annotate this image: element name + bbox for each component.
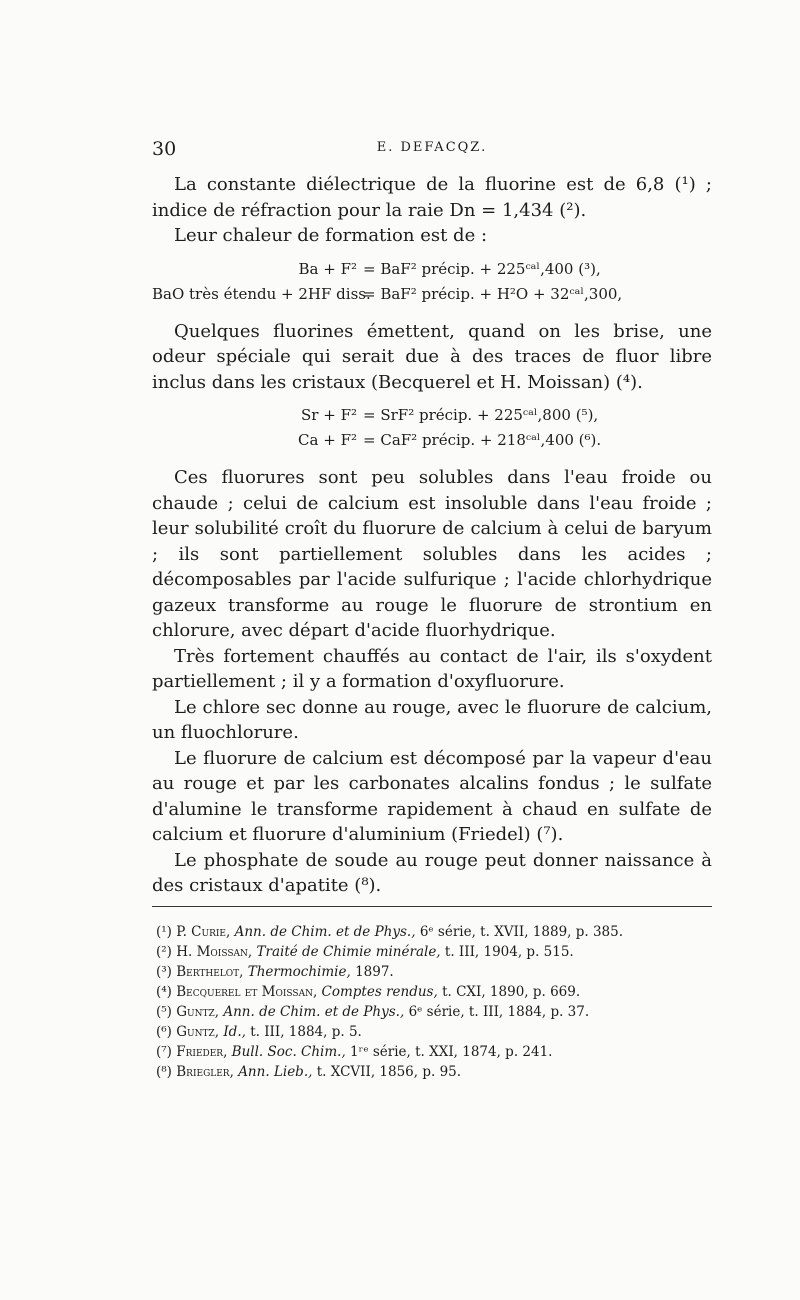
footnote-details: t. III, 1904, p. 515. bbox=[444, 944, 574, 960]
equations-barium bbox=[152, 257, 712, 307]
paragraph-heat-intro: Leur chaleur de formation est de : bbox=[174, 225, 488, 246]
footnote bbox=[156, 1002, 712, 1022]
footnote-details: 6ᵉ série, t. XVII, 1889, p. 385. bbox=[419, 924, 624, 940]
equation-row bbox=[152, 257, 712, 282]
footnote-work: Ann. de Chim. et de Phys., bbox=[234, 924, 416, 940]
footnote-work: Ann. de Chim. et de Phys., bbox=[223, 1004, 405, 1020]
footnote-details: t. III, 1884, p. 5. bbox=[250, 1024, 362, 1040]
equation-rhs: = BaF² précip. + 225ᶜᵃˡ,400 (³), bbox=[363, 259, 601, 278]
footnote bbox=[156, 922, 712, 942]
equation-lhs: Ca + F² bbox=[298, 431, 357, 449]
footnote-mark: (¹) bbox=[156, 924, 172, 940]
footnote-author: Becquerel et Moissan, bbox=[176, 984, 318, 1000]
footnote-divider bbox=[152, 906, 712, 907]
footnote-work: Bull. Soc. Chim., bbox=[231, 1044, 346, 1060]
footnote bbox=[156, 1042, 712, 1062]
footnote-mark: (⁸) bbox=[156, 1064, 172, 1080]
page-number: 30 bbox=[152, 138, 177, 160]
footnote-author: P. Curie, bbox=[176, 924, 231, 940]
equation-lhs: Sr + F² bbox=[301, 406, 357, 424]
footnote-author: Guntz, bbox=[176, 1004, 220, 1020]
footnote-work: Traité de Chimie minérale, bbox=[256, 944, 441, 960]
footnote-mark: (⁵) bbox=[156, 1004, 172, 1020]
footnote bbox=[156, 1062, 712, 1082]
footnote-work: Comptes rendus, bbox=[321, 984, 438, 1000]
footnotes bbox=[156, 922, 712, 1082]
footnote-details: 1897. bbox=[355, 964, 394, 980]
equation-row bbox=[152, 403, 712, 428]
footnote-work: Thermochimie, bbox=[247, 964, 351, 980]
footnote-author: Briegler, bbox=[176, 1064, 234, 1080]
paragraph-solubility: Ces fluorures sont peu solubles dans l'eau froide ou chaude ; celui de calcium est insoluble dans l'eau froide ; leur solubilité croît du fluorure de calcium à celui de baryum ; ils sont partiellement solubles dans les acides ; décomposables par l'acide sulfurique ; l'acide chlorhydrique gazeux transforme au rouge le fluorure de strontium en chlorure, avec départ d'acide fluorhydrique. bbox=[152, 467, 712, 641]
footnote-author: H. Moissan, bbox=[176, 944, 253, 960]
paragraph-chlorine: Le chlore sec donne au rouge, avec le fluorure de calcium, un fluochlorure. bbox=[152, 696, 712, 743]
running-head: E. DEFACQZ. bbox=[376, 140, 488, 155]
paragraph-oxidation: Très fortement chauffés au contact de l'air, ils s'oxydent partiellement ; il y a formation d'oxyfluorure. bbox=[152, 645, 712, 692]
paragraph-decomposition: Le fluorure de calcium est décomposé par la vapeur d'eau au rouge et par les carbonates alcalins fondus ; le sulfate d'alumine le transforme rapidement à chaud en sulfate de calcium et fluorure d'aluminium (Friedel) (⁷). bbox=[152, 747, 712, 845]
footnote bbox=[156, 942, 712, 962]
equation-lhs: Ba + F² bbox=[298, 259, 357, 278]
equation-rhs: = SrF² précip. + 225ᶜᵃˡ,800 (⁵), bbox=[363, 406, 599, 424]
footnote-details: 1ʳᵉ série, t. XXI, 1874, p. 241. bbox=[350, 1044, 553, 1060]
equation-rhs: = BaF² précip. + H²O + 32ᶜᵃˡ,300, bbox=[363, 284, 623, 303]
equation-row bbox=[152, 282, 712, 307]
equation-rhs: = CaF² précip. + 218ᶜᵃˡ,400 (⁶). bbox=[363, 431, 602, 449]
footnote bbox=[156, 1022, 712, 1042]
footnote-details: t. CXI, 1890, p. 669. bbox=[442, 984, 581, 1000]
footnote bbox=[156, 962, 712, 982]
equation-lhs: BaO très étendu + 2HF diss. bbox=[152, 284, 371, 303]
footnote-author: Guntz, bbox=[176, 1024, 220, 1040]
paragraph-phosphate: Le phosphate de soude au rouge peut donner naissance à des cristaux d'apatite (⁸). bbox=[152, 849, 712, 896]
main-text bbox=[152, 172, 712, 899]
footnote-work: Id., bbox=[223, 1024, 246, 1040]
paragraph-dielectric: La constante diélectrique de la fluorine est de 6,8 (¹) ; indice de réfraction pour la raie Dn = 1,434 (²). bbox=[152, 174, 712, 221]
footnote-mark: (⁷) bbox=[156, 1044, 172, 1060]
footnote-details: t. XCVII, 1856, p. 95. bbox=[316, 1064, 462, 1080]
footnote-mark: (²) bbox=[156, 944, 172, 960]
equation-row bbox=[152, 428, 712, 453]
footnote-mark: (⁴) bbox=[156, 984, 172, 1000]
footnote-author: Frieder, bbox=[176, 1044, 228, 1060]
footnote bbox=[156, 982, 712, 1002]
footnote-mark: (⁶) bbox=[156, 1024, 172, 1040]
equations-strontium-calcium bbox=[152, 403, 712, 453]
footnote-details: 6ᵉ série, t. III, 1884, p. 37. bbox=[408, 1004, 590, 1020]
page-header bbox=[152, 138, 712, 162]
footnote-mark: (³) bbox=[156, 964, 172, 980]
footnote-work: Ann. Lieb., bbox=[238, 1064, 313, 1080]
footnote-author: Berthelot, bbox=[176, 964, 244, 980]
paragraph-odor: Quelques fluorines émettent, quand on les brise, une odeur spéciale qui serait due à des traces de fluor libre inclus dans les cristaux (Becquerel et H. Moissan) (⁴). bbox=[152, 320, 712, 393]
